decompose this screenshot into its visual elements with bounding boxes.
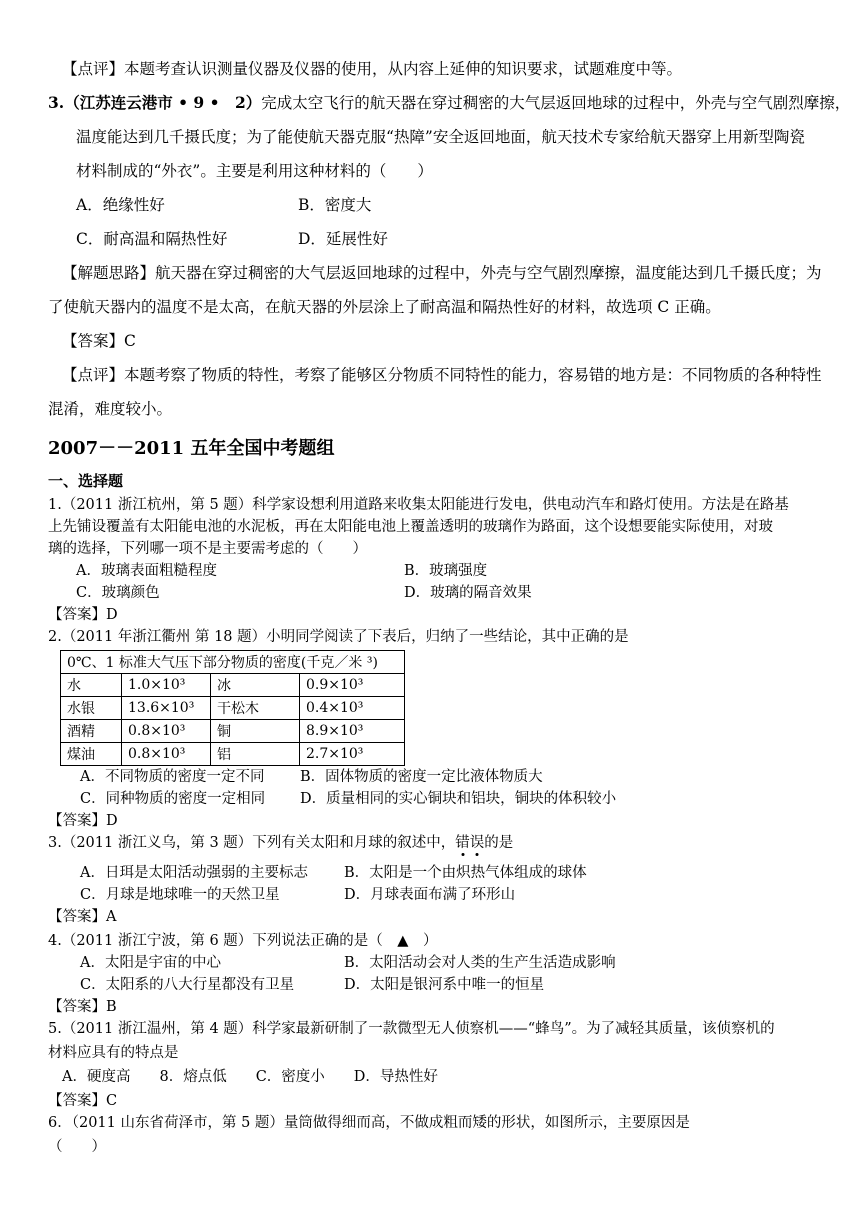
q1-option-a: A．玻璃表面粗糙程度 (76, 563, 217, 579)
q4-option-b: B．太阳活动会对人类的生产生活造成影响 (344, 955, 616, 971)
question-3-line-1 (48, 94, 850, 112)
q1-line-1: 1.（2011 浙江杭州，第 5 题）科学家设想利用道路来收集太阳能进行发电，供电动汽车和路灯使用。方法是在路基 (48, 497, 789, 513)
q5-line-1: 5.（2011 浙江温州，第 4 题）科学家最新研制了一款微型无人侦察机——“蜂鸟”。为了减轻其质量，该侦察机的 (48, 1021, 775, 1037)
q1-option-b: B．玻璃强度 (404, 563, 488, 579)
q4-line-1: 4.（2011 浙江宁波，第 6 题）下列说法正确的是（ ▲ ） (48, 933, 438, 949)
emphasis-char: 误 (469, 835, 485, 851)
question-3-line-2: 温度能达到几千摄氏度；为了能使航天器克服“热障”安全返回地面，航天技术专家给航天器穿上用新型陶瓷 (76, 128, 805, 146)
q3-option-a: A．日珥是太阳活动强弱的主要标志 (80, 865, 308, 881)
table-row (61, 697, 405, 720)
q2-line-1: 2.（2011 年浙江衢州 第 18 题）小明同学阅读了下表后，归纳了一些结论，其中正确的是 (48, 629, 629, 645)
table-row (61, 720, 405, 743)
option-d: D．延展性好 (298, 230, 388, 248)
question-3-line-3: 材料制成的“外衣”。主要是利用这种材料的（ ） (76, 162, 433, 180)
emphasis-char: 错 (455, 835, 470, 851)
q3-option-d: D．月球表面布满了环形山 (344, 887, 516, 903)
q3-line-1 (48, 834, 513, 852)
table-caption-row (61, 651, 405, 674)
density-cell: 0.4×10³ (300, 697, 405, 720)
q1-answer: 【答案】D (48, 607, 118, 623)
q4-option-c: C．太阳系的八大行星都没有卫星 (80, 977, 295, 993)
q4-option-d: D．太阳是银河系中唯一的恒星 (344, 977, 545, 993)
density-cell: 1.0×10³ (122, 674, 211, 697)
substance-cell: 铜 (211, 720, 300, 743)
q3-answer: 【答案】A (48, 909, 117, 925)
density-cell: 2.7×10³ (300, 743, 405, 766)
table-row (61, 674, 405, 697)
substance-cell: 干松木 (211, 697, 300, 720)
q5-options: A．硬度高 8．熔点低 C．密度小 D．导热性好 (62, 1069, 438, 1085)
table-caption: 0℃、1 标准大气压下部分物质的密度(千克／米 ³) (61, 651, 405, 674)
q3-text-post: 的是 (484, 835, 514, 851)
q1-line-3: 璃的选择，下列哪一项不是主要需考虑的（ ） (48, 541, 367, 557)
answer: 【答案】C (62, 332, 136, 350)
q2-option-b: B．固体物质的密度一定比液体物质大 (300, 769, 543, 785)
density-cell: 0.8×10³ (122, 743, 211, 766)
option-b: B．密度大 (298, 196, 372, 214)
table-row (61, 743, 405, 766)
density-cell: 13.6×10³ (122, 697, 211, 720)
review-line-2: 混淆，难度较小。 (48, 400, 173, 418)
density-table (60, 650, 405, 766)
question-number: 3. (48, 93, 65, 112)
substance-cell: 煤油 (61, 743, 122, 766)
section-title: 2007－－2011 五年全国中考题组 (48, 438, 335, 459)
q3-option-b: B．太阳是一个由炽热气体组成的球体 (344, 865, 587, 881)
q2-option-d: D．质量相同的实心铜块和铝块，铜块的体积较小 (300, 791, 617, 807)
q1-line-2: 上先铺设覆盖有太阳能电池的水泥板，再在太阳能电池上覆盖透明的玻璃作为路面，这个设想要能实际使用，对玻 (48, 519, 773, 535)
q4-option-a: A．太阳是宇宙的中心 (80, 955, 221, 971)
q6-line-1: 6．（2011 山东省荷泽市，第 5 题）量筒做得细而高，不做成粗而矮的形状，如图所示，主要原因是 (48, 1115, 690, 1131)
question-text: 完成太空飞行的航天器在穿过稠密的大气层返回地球的过程中，外壳与空气剧烈摩擦， (261, 94, 851, 112)
q2-option-a: A．不同物质的密度一定不同 (80, 769, 265, 785)
substance-cell: 酒精 (61, 720, 122, 743)
q5-answer: 【答案】C (48, 1093, 118, 1109)
substance-cell: 水 (61, 674, 122, 697)
analysis-line-2: 了使航天器内的温度不是太高，在航天器的外层涂上了耐高温和隔热性好的材料，故选项 C 正确。 (48, 298, 721, 316)
substance-cell: 水银 (61, 697, 122, 720)
q1-option-c: C．玻璃颜色 (76, 585, 160, 601)
q6-line-2: （ ） (48, 1139, 106, 1155)
q5-line-2: 材料应具有的特点是 (48, 1045, 179, 1061)
analysis-line-1: 【解题思路】航天器在穿过稠密的大气层返回地球的过程中，外壳与空气剧烈摩擦，温度能达到几千摄氏度；为 (62, 264, 822, 282)
q3-option-c: C．月球是地球唯一的天然卫星 (80, 887, 280, 903)
question-source: （江苏连云港市 • 9 • 2） (64, 93, 262, 112)
substance-cell: 冰 (211, 674, 300, 697)
density-cell: 8.9×10³ (300, 720, 405, 743)
q3-text-pre: 3.（2011 浙江义乌，第 3 题）下列有关太阳和月球的叙述中， (48, 835, 456, 851)
q1-option-d: D．玻璃的隔音效果 (404, 585, 532, 601)
review-paragraph: 【点评】本题考查认识测量仪器及仪器的使用，从内容上延伸的知识要求，试题难度中等。 (62, 60, 683, 78)
section-subtitle: 一、选择题 (48, 472, 124, 490)
q2-option-c: C．同种物质的密度一定相同 (80, 791, 266, 807)
review-line-1: 【点评】本题考察了物质的特性，考察了能够区分物质不同特性的能力，容易错的地方是：不同物质的各种特性 (62, 366, 822, 384)
q4-answer: 【答案】B (48, 999, 117, 1015)
substance-cell: 铝 (211, 743, 300, 766)
density-cell: 0.9×10³ (300, 674, 405, 697)
option-a: A．绝缘性好 (76, 196, 165, 214)
density-cell: 0.8×10³ (122, 720, 211, 743)
q2-answer: 【答案】D (48, 813, 118, 829)
option-c: C．耐高温和隔热性好 (76, 230, 228, 248)
